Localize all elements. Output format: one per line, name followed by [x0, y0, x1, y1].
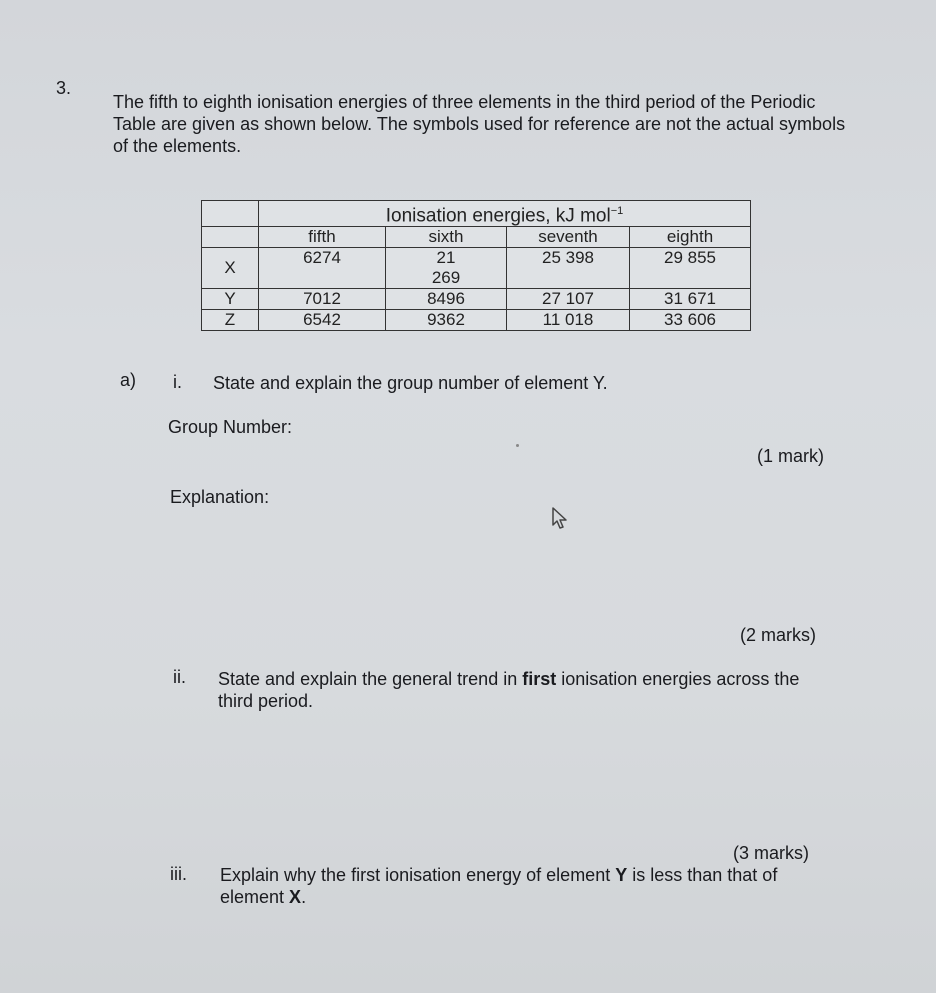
- column-header-sixth: sixth: [386, 227, 507, 248]
- subpart-iii-bold-x: X: [289, 887, 302, 907]
- subpart-ii-text-start: State and explain the general trend in: [218, 669, 523, 689]
- table-row-x: [202, 248, 751, 289]
- question-text: The fifth to eighth ionisation energies of three elements in the third period of the Periodic Table are given as shown below. The symbols used for reference are not the actual symbols of the elements.: [113, 92, 846, 156]
- group-number-label: Group Number:: [168, 417, 293, 437]
- row-label-z: Z: [202, 310, 259, 331]
- subpart-iii-text-end: .: [301, 887, 307, 907]
- subpart-iii-text: [220, 864, 820, 908]
- table-cell: 27 107: [507, 289, 630, 310]
- subpart-i-text: State and explain the group number of element Y.: [213, 373, 608, 393]
- table-cell: 31 671: [630, 289, 751, 310]
- table-cell: 8496: [386, 289, 507, 310]
- ionisation-energy-table: [201, 200, 751, 331]
- subpart-iii-bold-y: Y: [615, 865, 628, 885]
- table-cell: 33 606: [630, 310, 751, 331]
- table-header-blank: [202, 227, 259, 248]
- table-caption-unit-exponent: −1: [610, 205, 624, 217]
- stray-dot: [516, 444, 519, 447]
- table-cell: 21 269: [431, 248, 461, 288]
- column-header-seventh: seventh: [507, 227, 630, 248]
- table-cell: 11 018: [507, 310, 630, 331]
- column-header-fifth: fifth: [259, 227, 386, 248]
- subpart-ii-text: [218, 668, 838, 712]
- group-marks: (1 mark): [757, 446, 824, 466]
- table-corner-cell: [202, 201, 259, 227]
- table-cell: [386, 248, 507, 289]
- column-header-eighth: eighth: [630, 227, 751, 248]
- table-cell: 6274: [259, 248, 386, 289]
- subpart-ii-text-end: ionisation energies across the third period.: [218, 669, 800, 711]
- subpart-iii-numeral: iii.: [170, 864, 187, 884]
- subpart-i-numeral: i.: [173, 372, 182, 392]
- subpart-ii-numeral: ii.: [173, 667, 186, 687]
- table-caption-text: Ionisation energies, kJ mol: [385, 205, 611, 227]
- table-caption: [259, 201, 751, 227]
- question-number: 3.: [56, 78, 72, 98]
- row-label-y: Y: [202, 289, 259, 310]
- table-cell: 9362: [386, 310, 507, 331]
- table-row-y: [202, 289, 751, 310]
- row-label-x: X: [202, 248, 259, 289]
- subpart-ii-marks: (3 marks): [733, 843, 809, 863]
- part-a-label: a): [120, 370, 137, 390]
- table-cell: 29 855: [630, 248, 751, 289]
- subpart-ii-bold-word: first: [522, 669, 557, 689]
- table-cell: 25 398: [507, 248, 630, 289]
- subpart-iii-text-mid: is less than that of element: [220, 865, 778, 907]
- subpart-iii-text-start: Explain why the first ionisation energy of element: [220, 865, 616, 885]
- table-cell: 7012: [259, 289, 386, 310]
- table-row-z: [202, 310, 751, 331]
- explanation-label: Explanation:: [170, 487, 270, 507]
- table-cell: 6542: [259, 310, 386, 331]
- explanation-marks: (2 marks): [740, 625, 816, 645]
- mouse-pointer-icon: [550, 506, 570, 535]
